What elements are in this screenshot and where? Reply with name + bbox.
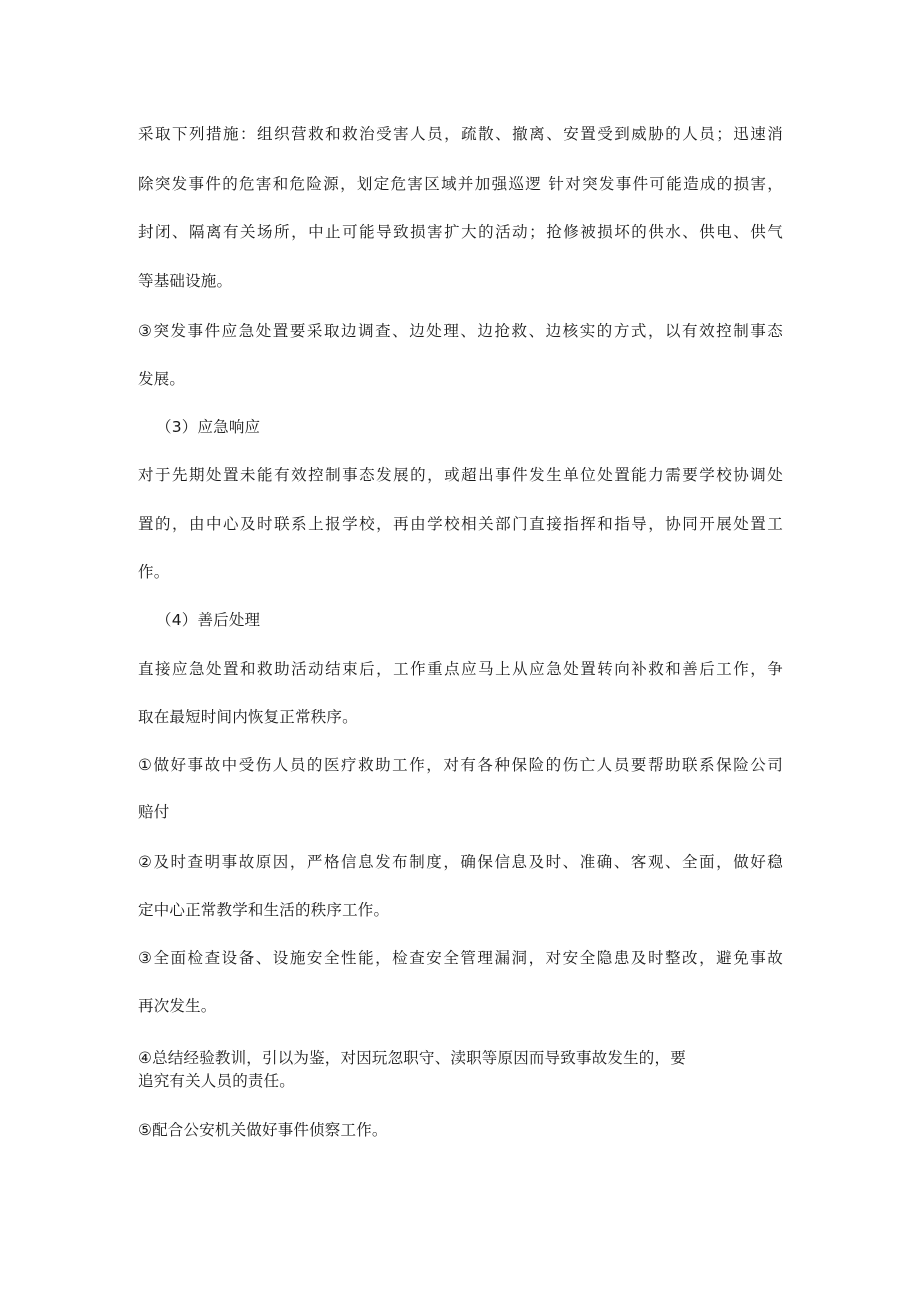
text-line: ④总结经验教训，引以为鉴，对因玩忽职守、渎职等原因而导致事故发生的，要 (138, 1049, 686, 1067)
text-line: 发展。 (138, 370, 186, 388)
section-heading: （4）善后处理 (156, 611, 261, 629)
text-line: 等基础设施。 (138, 272, 233, 290)
text-line: 对于先期处置未能有效控制事态发展的，或超出事件发生单位处置能力需要学校协调处 (138, 466, 783, 484)
text-line: ③全面检查设备、设施安全性能，检查安全管理漏洞，对安全隐患及时整改，避免事故 (138, 949, 783, 967)
text-line: 追究有关人员的责任。 (138, 1072, 296, 1090)
text-line: 取在最短时间内恢复正常秩序。 (138, 708, 358, 726)
text-line: 定中心正常教学和生活的秩序工作。 (138, 901, 390, 919)
text-line: ②及时查明事故原因，严格信息发布制度，确保信息及时、准确、客观、全面，做好稳 (138, 853, 783, 871)
text-line: 封闭、隔离有关场所，中止可能导致损害扩大的活动；抢修被损坏的供水、供电、供气 (138, 223, 783, 241)
text-line: ⑤配合公安机关做好事件侦察工作。 (138, 1121, 388, 1139)
section-heading: （3）应急响应 (156, 418, 261, 436)
text-line: 直接应急处置和救助活动结束后，工作重点应马上从应急处置转向补救和善后工作，争 (138, 660, 783, 678)
text-line: 置的，由中心及时联系上报学校，再由学校相关部门直接指挥和指导，协同开展处置工 (138, 515, 783, 533)
text-line: 除突发事件的危害和危险源，划定危害区域并加强巡逻 针对突发事件可能造成的损害， (138, 175, 783, 193)
text-line: 赔付 (138, 803, 170, 821)
text-line: ①做好事故中受伤人员的医疗救助工作，对有各种保险的伤亡人员要帮助联系保险公司 (138, 756, 783, 774)
text-line: 采取下列措施：组织营救和救治受害人员，疏散、撤离、安置受到威胁的人员；迅速消 (138, 125, 783, 143)
text-line: 作。 (138, 563, 170, 581)
text-line: 再次发生。 (138, 997, 217, 1015)
text-line: ③突发事件应急处置要采取边调查、边处理、边抢救、边核实的方式，以有效控制事态 (138, 322, 783, 340)
